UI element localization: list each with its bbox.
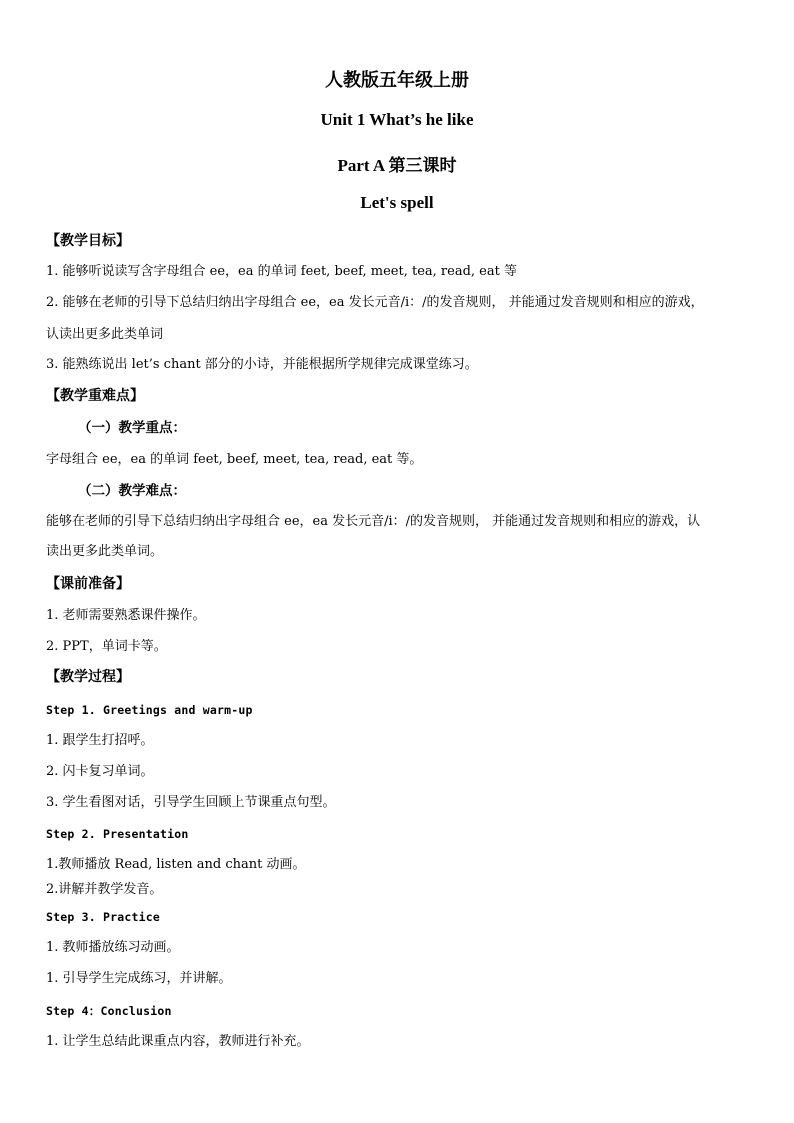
focus-text: 字母组合 ee，ea 的单词 feet, beef, meet, tea, read, eat 等。 [46,452,423,467]
step-item: 1. 跟学生打招呼。 [46,733,154,748]
step-item: 1. 让学生总结此课重点内容，教师进行补充。 [46,1034,310,1049]
preparation-item: 2. PPT，单词卡等。 [46,639,167,654]
part-title: Part A 第三课时 [337,156,457,175]
unit-title: Unit 1 What’s he like [320,110,474,129]
preparation-heading: 【课前准备】 [46,576,130,592]
step-heading: Step 4：Conclusion [46,1004,172,1018]
document-title: 人教版五年级上册 [325,70,469,90]
step-item: 1. 教师播放练习动画。 [46,940,180,955]
objective-item-continued: 认读出更多此类单词 [46,327,164,342]
objective-item: 3. 能熟练说出 let’s chant 部分的小诗，并能根据所学规律完成课堂练习。 [46,357,478,372]
preparation-item: 1. 老师需要熟悉课件操作。 [46,608,206,623]
step-item: 2. 闪卡复习单词。 [46,764,154,779]
lesson-title: Let's spell [360,193,434,212]
focus-label: （一）教学重点： [78,420,186,436]
difficulty-text: 能够在老师的引导下总结归纳出字母组合 ee，ea 发长元音/i：/的发音规则， 并能通过发音规则和相应的游戏，认 [46,514,701,529]
step-heading: Step 3. Practice [46,910,160,924]
step-item: 1.教师播放 Read, listen and chant 动画。 [46,857,306,872]
step-item: 2.讲解并教学发音。 [46,882,163,897]
key-points-heading: 【教学重难点】 [46,388,144,404]
objective-item: 1. 能够听说读写含字母组合 ee，ea 的单词 feet, beef, meet, tea, read, eat 等 [46,264,517,279]
step-heading: Step 2. Presentation [46,827,189,841]
difficulty-text-continued: 读出更多此类单词。 [46,544,164,559]
objective-item: 2. 能够在老师的引导下总结归纳出字母组合 ee，ea 发长元音/i：/的发音规则， 并能通过发音规则和相应的游戏， [46,295,704,310]
objectives-heading: 【教学目标】 [46,233,130,249]
step-heading: Step 1. Greetings and warm-up [46,703,253,717]
step-item: 1. 引导学生完成练习，并讲解。 [46,971,232,986]
step-item: 3. 学生看图对话，引导学生回顾上节课重点句型。 [46,795,336,810]
process-heading: 【教学过程】 [46,669,130,685]
difficulty-label: （二）教学难点： [78,483,186,499]
